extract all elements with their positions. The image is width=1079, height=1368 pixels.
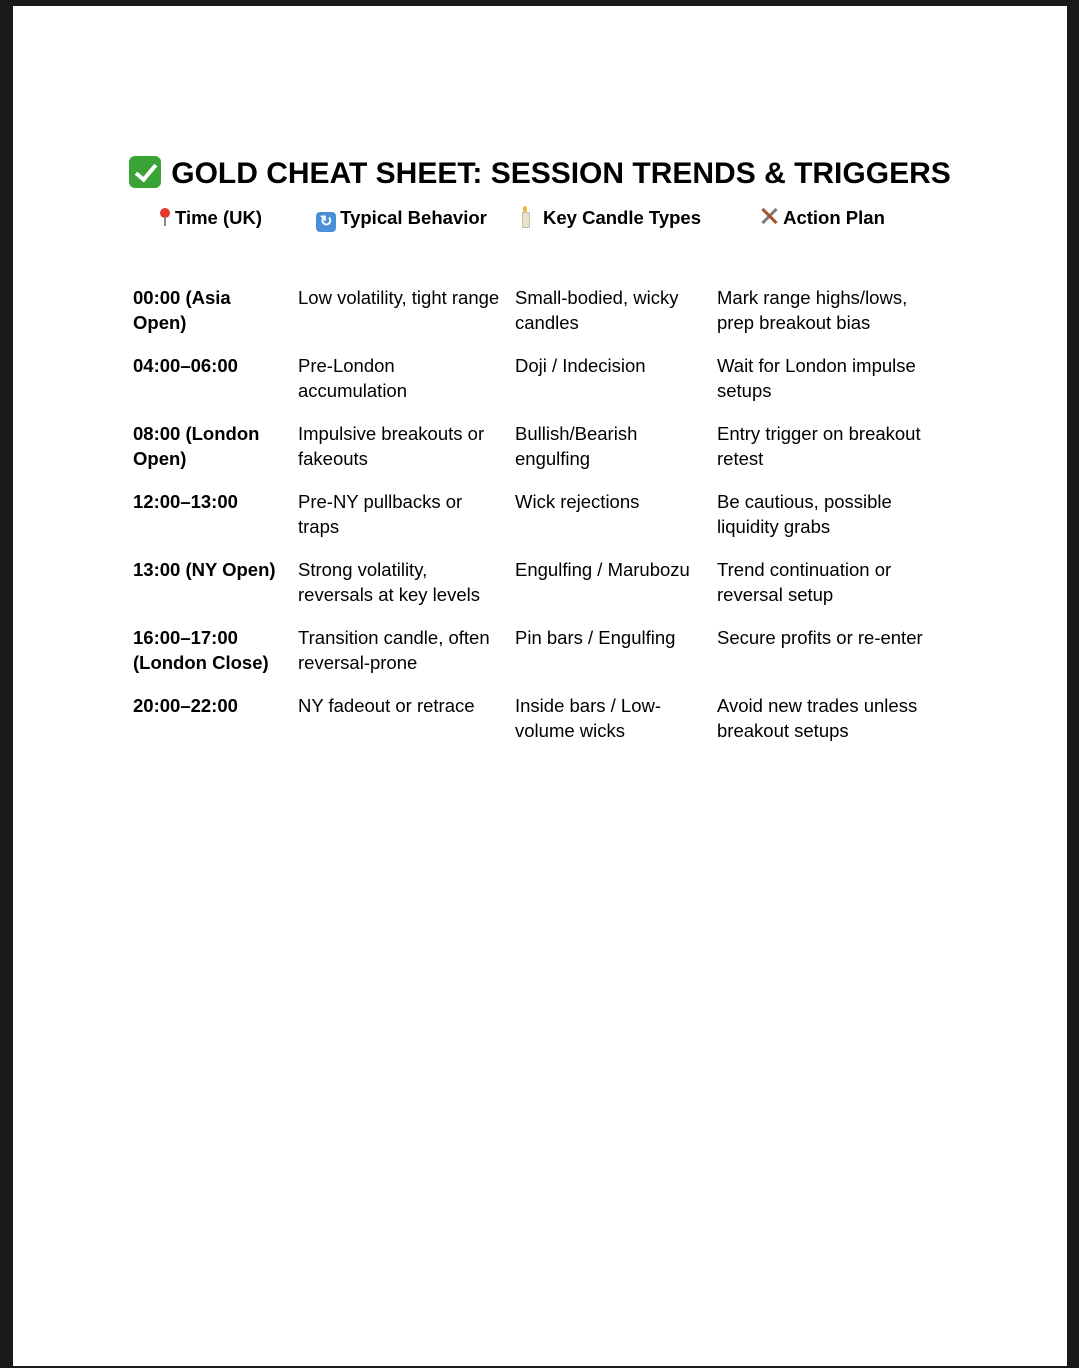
table-header-row [128, 205, 932, 285]
cell-time: 12:00–13:00 [133, 491, 238, 512]
check-mark-icon [129, 156, 161, 188]
header-behavior [293, 205, 510, 285]
cell-time: 20:00–22:00 [133, 695, 238, 716]
cell-action: Secure profits or re-enter [717, 627, 923, 648]
refresh-icon: ↻ [316, 212, 336, 232]
cell-behavior: Pre-London accumulation [298, 355, 408, 401]
header-time [128, 205, 293, 285]
cell-action: Wait for London impulse setups [717, 355, 916, 401]
cell-action: Avoid new trades unless breakout setups [717, 695, 918, 741]
table-row [128, 285, 932, 353]
cell-time: 04:00–06:00 [133, 355, 238, 376]
cell-behavior: Strong volatility, reversals at key levels [298, 559, 480, 605]
cell-action: Mark range highs/lows, prep breakout bias [717, 287, 908, 333]
page-title-text: GOLD CHEAT SHEET: SESSION TRENDS & TRIGGERS [171, 157, 951, 190]
table-row [128, 489, 932, 557]
table-row [128, 421, 932, 489]
pin-icon [159, 208, 171, 226]
table-row [128, 353, 932, 421]
cell-candles: Doji / Indecision [515, 355, 646, 376]
cell-candles: Small-bodied, wicky candles [515, 287, 679, 333]
cell-time: 00:00 (Asia Open) [133, 287, 231, 333]
cell-behavior: Impulsive breakouts or fakeouts [298, 423, 485, 469]
candle-icon [521, 206, 529, 226]
cell-time: 13:00 (NY Open) [133, 559, 276, 580]
header-action-label: Action Plan [783, 207, 885, 228]
table-row [128, 625, 932, 693]
cell-candles: Inside bars / Low-volume wicks [515, 695, 662, 741]
cell-behavior: Pre-NY pullbacks or traps [298, 491, 463, 537]
table-row [128, 557, 932, 625]
cell-action: Entry trigger on breakout retest [717, 423, 921, 469]
header-candles [510, 205, 712, 285]
cell-candles: Pin bars / Engulfing [515, 627, 676, 648]
cell-behavior: Transition candle, often reversal-prone [298, 627, 490, 673]
cell-action: Be cautious, possible liquidity grabs [717, 491, 892, 537]
cell-time: 16:00–17:00 (London Close) [133, 627, 269, 673]
tools-icon [759, 206, 779, 226]
cheat-sheet-table [128, 205, 932, 761]
table-row [128, 693, 932, 761]
cell-time: 08:00 (London Open) [133, 423, 260, 469]
cell-candles: Engulfing / Marubozu [515, 559, 690, 580]
cell-behavior: Low volatility, tight range [298, 287, 500, 308]
header-time-label: Time (UK) [174, 207, 263, 228]
header-behavior-label: Typical Behavior [340, 207, 487, 228]
cell-action: Trend continuation or reversal setup [717, 559, 892, 605]
cell-candles: Bullish/Bearish engulfing [515, 423, 638, 469]
page-title [13, 156, 1067, 191]
cell-behavior: NY fadeout or retrace [298, 695, 475, 716]
header-candles-label: Key Candle Types [543, 207, 701, 228]
header-action [712, 205, 932, 285]
cell-candles: Wick rejections [515, 491, 640, 512]
